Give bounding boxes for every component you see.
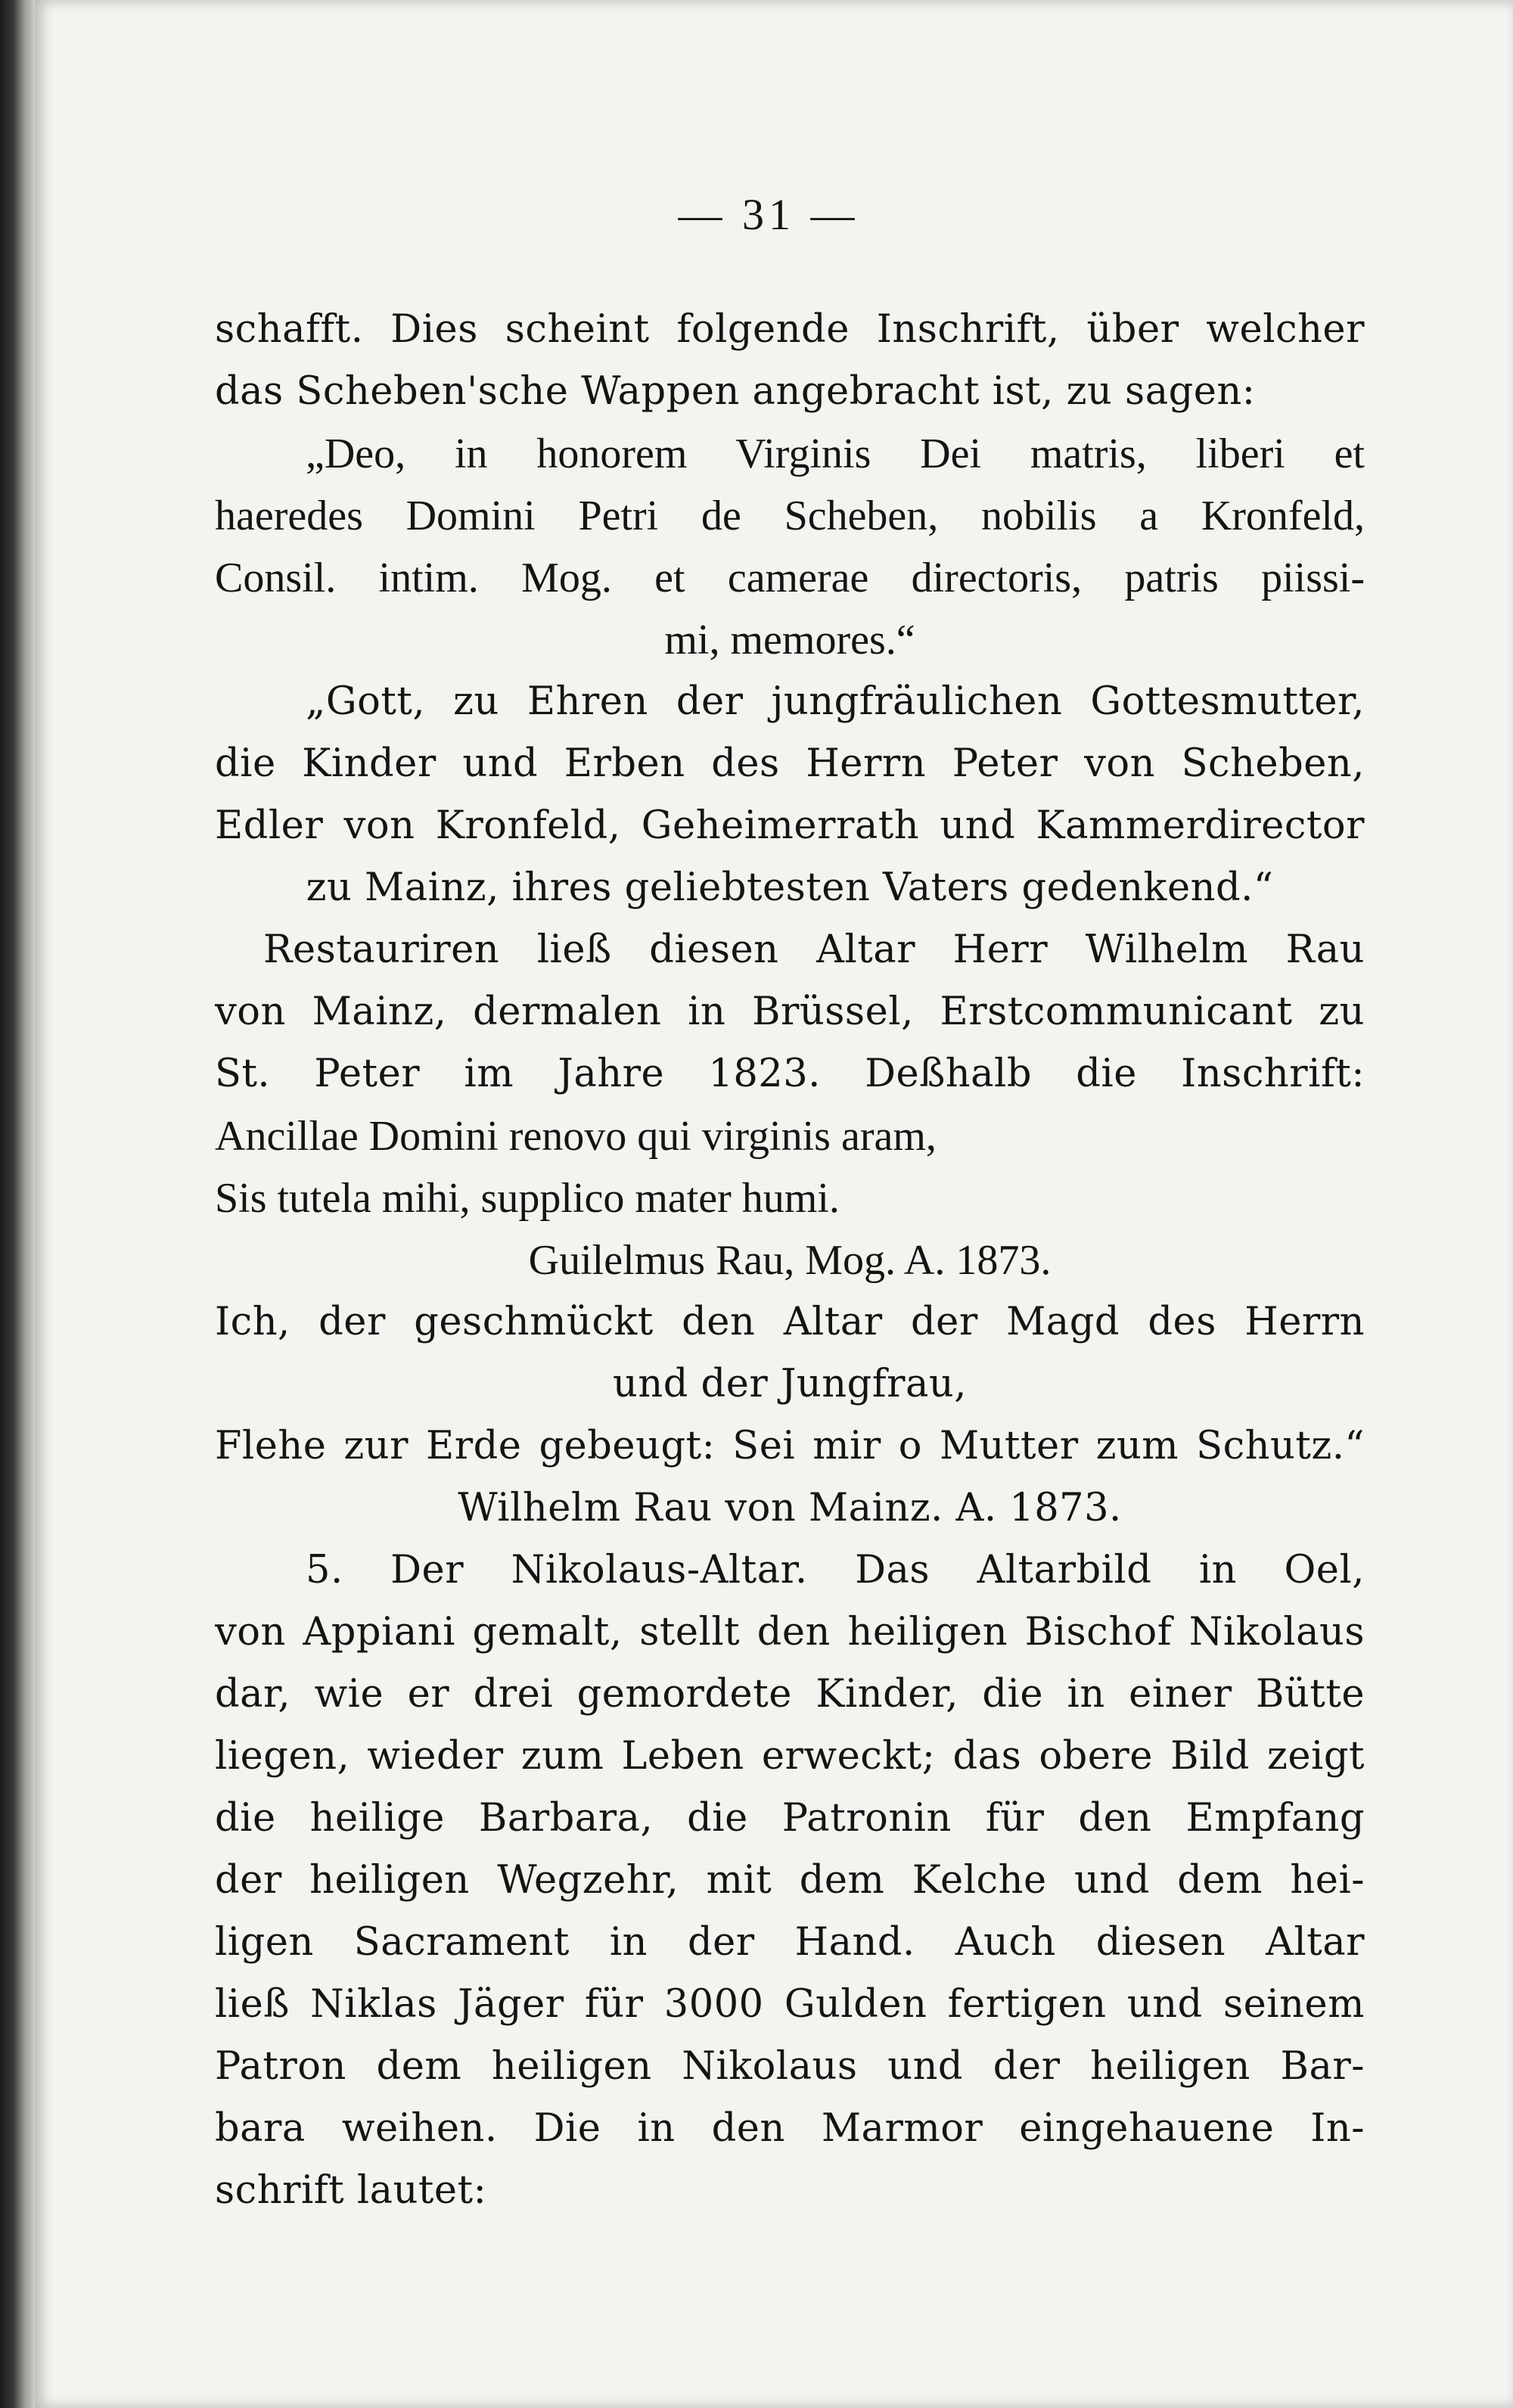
text-line: bara weihen. Die in den Marmor eingehauene In- [215, 2106, 1365, 2151]
text-line: ließ Niklas Jäger für 3000 Gulden fertigen und seinem [215, 1982, 1365, 2027]
page-number: — 31 — [678, 190, 859, 239]
german-signature-line: Wilhelm Rau von Mainz. A. 1873. [458, 1486, 1122, 1530]
text-line: von Appiani gemalt, stellt den heiligen Bischof Nikolaus [215, 1610, 1365, 1655]
latin-inscription-line: haeredes Domini Petri de Scheben, nobilis a Kronfeld, [215, 492, 1365, 539]
german-translation-line: die Kinder und Erben des Herrn Peter von Scheben, [215, 741, 1365, 786]
text-line: St. Peter im Jahre 1823. Deßhalb die Inschrift: [215, 1052, 1365, 1096]
book-page [35, 0, 1513, 2408]
latin-verse-line: Sis tutela mihi, supplico mater humi. [215, 1175, 840, 1222]
german-translation-line: Edler von Kronfeld, Geheimerrath und Kammerdirector [215, 803, 1365, 848]
text-line: schrift lautet: [215, 2168, 487, 2213]
text-line: das Scheben'sche Wappen angebracht ist, zu sagen: [215, 369, 1256, 414]
latin-verse-line: Ancillae Domini renovo qui virginis aram, [215, 1113, 937, 1160]
latin-inscription-line: Consil. intim. Mog. et camerae directoris, patris piissi- [215, 555, 1365, 601]
text-line: schafft. Dies scheint folgende Inschrift, über welcher [215, 307, 1365, 352]
text-line: Restauriren ließ diesen Altar Herr Wilhelm Rau [263, 927, 1365, 972]
text-line: Patron dem heiligen Nikolaus und der heiligen Bar- [215, 2044, 1365, 2089]
text-line: liegen, wieder zum Leben erweckt; das obere Bild zeigt [215, 1734, 1365, 1779]
latin-inscription-line: mi, memores.“ [664, 617, 915, 663]
german-verse-line: Ich, der geschmückt den Altar der Magd des Herrn [215, 1300, 1365, 1344]
german-translation-line: „Gott, zu Ehren der jungfräulichen Gottesmutter, [306, 679, 1365, 724]
german-verse-line: und der Jungfrau, [613, 1362, 967, 1406]
text-line: dar, wie er drei gemordete Kinder, die in einer Bütte [215, 1672, 1365, 1717]
text-line: die heilige Barbara, die Patronin für den Empfang [215, 1796, 1365, 1841]
section-heading-line: 5. Der Nikolaus-Altar. Das Altarbild in Oel, [306, 1548, 1365, 1592]
text-line: der heiligen Wegzehr, mit dem Kelche und dem hei- [215, 1858, 1365, 1903]
german-verse-line: Flehe zur Erde gebeugt: Sei mir o Mutter zum Schutz.“ [215, 1424, 1365, 1468]
latin-signature-line: Guilelmus Rau, Mog. A. 1873. [528, 1237, 1052, 1284]
german-translation-line: zu Mainz, ihres geliebtesten Vaters gedenkend.“ [306, 865, 1274, 910]
book-binding-edge [0, 0, 35, 2408]
latin-inscription-line: „Deo, in honorem Virginis Dei matris, liberi et [306, 430, 1365, 477]
text-line: von Mainz, dermalen in Brüssel, Erstcommunicant zu [215, 990, 1365, 1034]
text-line: ligen Sacrament in der Hand. Auch diesen Altar [215, 1920, 1365, 1965]
page-body-text [215, 299, 1365, 2222]
